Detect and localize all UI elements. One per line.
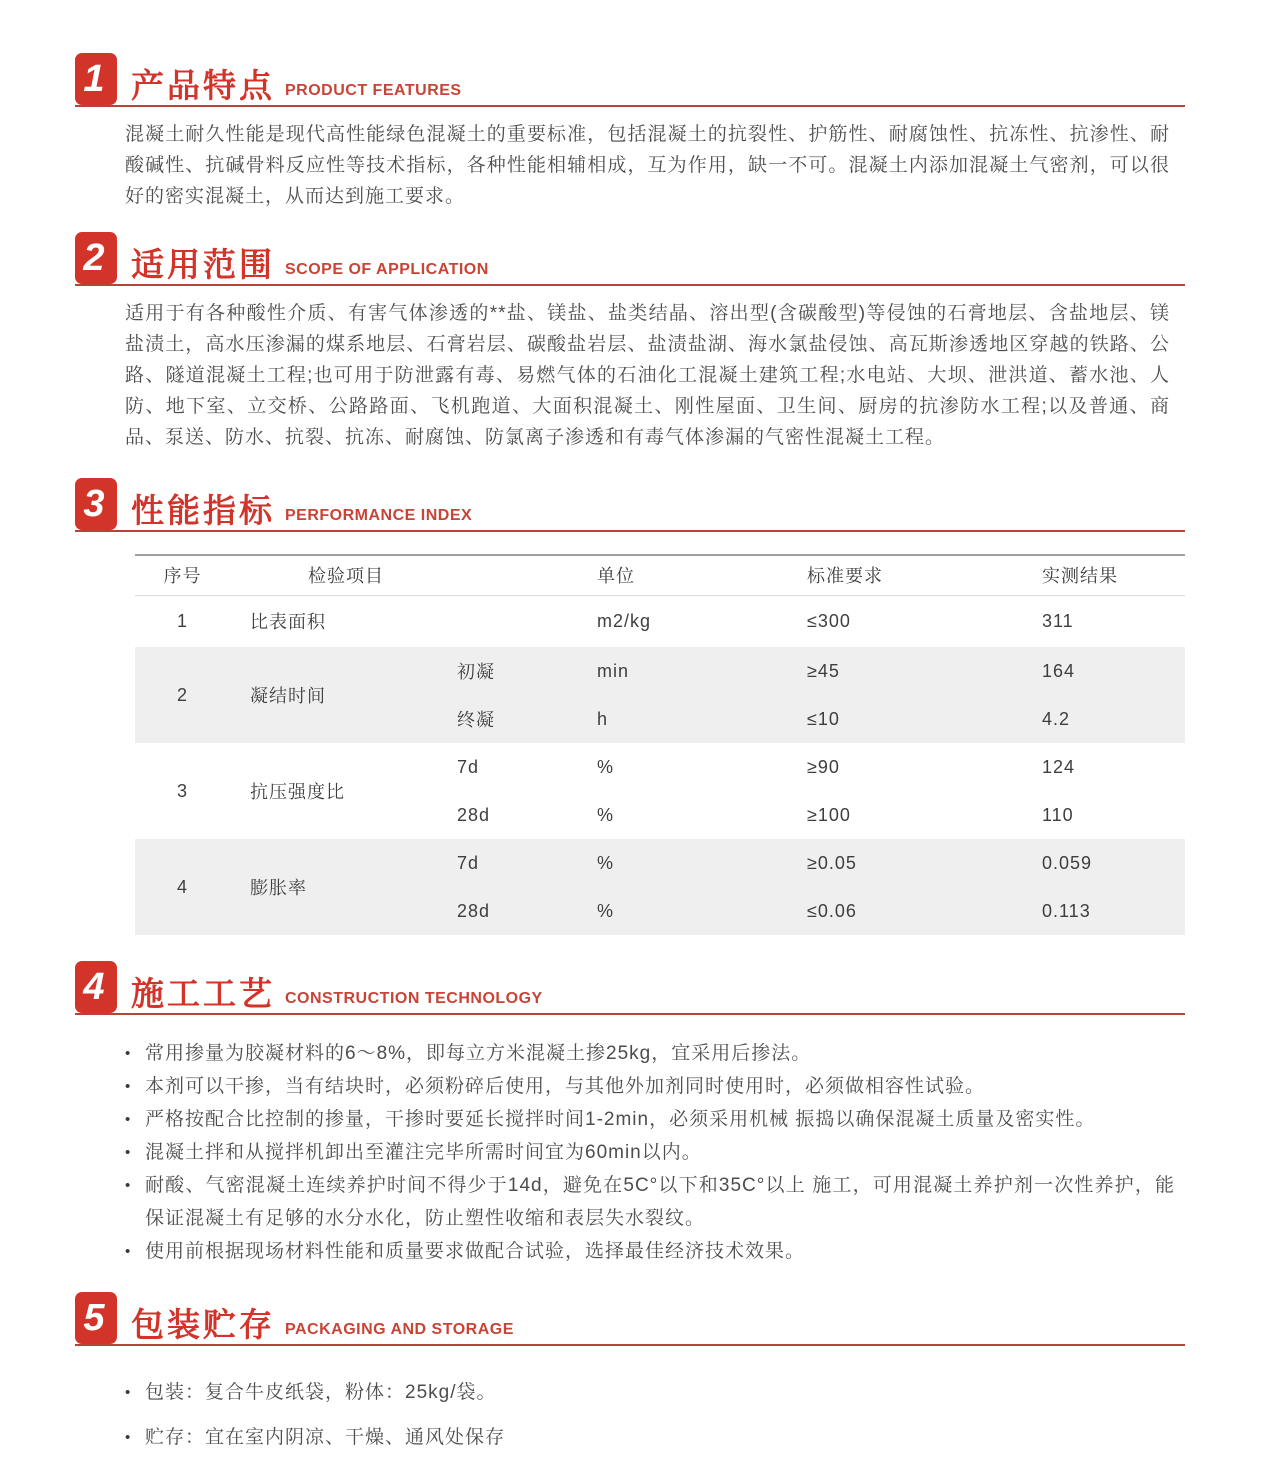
section-product-features xyxy=(75,55,1185,212)
section-1-title: 产品特点 xyxy=(131,67,275,104)
cell-result: 0.113 xyxy=(1005,887,1185,935)
bullet-icon: • xyxy=(125,1078,132,1095)
table-row xyxy=(135,595,1185,647)
cell-standard: ≤300 xyxy=(807,610,851,631)
section-1-subtitle: PRODUCT FEATURES xyxy=(285,82,462,99)
section-4-number-badge: 4 xyxy=(75,961,117,1013)
section-performance-index xyxy=(75,480,1185,935)
cell-standard: ≤10 xyxy=(770,695,1005,743)
list-item xyxy=(125,1376,1175,1409)
list-item xyxy=(125,1169,1175,1235)
section-2-paragraph: 适用于有各种酸性介质、有害气体渗透的**盐、镁盐、盐类结晶、溶出型(含碳酸型)等侵蚀的石膏地层、含盐地层、镁盐渍土，高水压渗漏的煤系地层、石膏岩层、碳酸盐岩层、盐渍盐湖、海水氯盐侵蚀、高瓦斯渗透地区穿越的铁路、公路、隧道混凝土工程;也可用于防泄露有毒、易燃气体的石油化工混凝土建筑工程;水电站、大坝、泄洪道、蓄水池、人防、地下室、立交桥、公路路面、飞机跑道、大面积混凝土、刚性屋面、卫生间、厨房的抗渗防水工程;以及普通、商品、泵送、防水、抗裂、抗冻、耐腐蚀、防氯离子渗透和有毒气体渗漏的气密性混凝土工程。 xyxy=(125,303,1170,448)
bullet-icon: • xyxy=(125,1111,132,1128)
construction-bullet-list xyxy=(125,1037,1175,1268)
bullet-text: 贮存：宜在室内阴凉、干燥、通风处保存 xyxy=(145,1427,506,1448)
section-scope-of-application xyxy=(75,234,1185,453)
cell-sub-item: 28d xyxy=(420,887,560,935)
col-header-item: 检验项目 xyxy=(230,555,560,595)
bullet-text: 常用掺量为胶凝材料的6～8%，即每立方米混凝土掺25kg，宜采用后掺法。 xyxy=(145,1043,812,1064)
section-5-number-badge: 5 xyxy=(75,1292,117,1344)
cell-unit: % xyxy=(560,839,770,887)
cell-item: 抗压强度比 xyxy=(250,782,345,802)
performance-table xyxy=(135,554,1185,935)
cell-standard: ≥100 xyxy=(807,804,851,825)
bullet-icon: • xyxy=(125,1045,132,1062)
cell-result: 164 xyxy=(1005,647,1185,695)
section-2-header xyxy=(75,234,1185,286)
bullet-text: 严格按配合比控制的掺量，干掺时要延长搅拌时间1-2min，必须采用机械 振捣以确保混凝土质量及密实性。 xyxy=(145,1109,1096,1130)
bullet-text: 使用前根据现场材料性能和质量要求做配合试验，选择最佳经济技术效果。 xyxy=(145,1241,806,1262)
section-4-header xyxy=(75,963,1185,1015)
cell-sub-item: 7d xyxy=(420,839,560,887)
col-header-no: 序号 xyxy=(135,555,230,595)
cell-item: 凝结时间 xyxy=(230,647,420,743)
section-3-header xyxy=(75,480,1185,532)
list-item xyxy=(125,1421,1175,1454)
list-item xyxy=(125,1235,1175,1268)
section-construction-technology xyxy=(75,963,1185,1268)
col-header-unit: 单位 xyxy=(560,555,770,595)
section-5-title: 包装贮存 xyxy=(131,1306,275,1343)
cell-unit: h xyxy=(560,695,770,743)
cell-standard: ≤0.06 xyxy=(770,887,1005,935)
table-row xyxy=(135,647,1185,695)
section-2-title: 适用范围 xyxy=(131,246,275,283)
bullet-icon: • xyxy=(125,1243,132,1260)
section-packaging-and-storage xyxy=(75,1294,1185,1454)
section-5-subtitle: PACKAGING AND STORAGE xyxy=(285,1321,514,1338)
cell-sub-item: 终凝 xyxy=(420,695,560,743)
cell-item: 比表面积 xyxy=(250,612,326,633)
section-3-number-badge: 3 xyxy=(75,478,117,530)
cell-no: 4 xyxy=(135,839,230,935)
list-item xyxy=(125,1037,1175,1070)
col-header-standard: 标准要求 xyxy=(770,555,1005,595)
cell-unit: % xyxy=(597,756,615,777)
bullet-icon: • xyxy=(125,1144,132,1161)
cell-no: 1 xyxy=(176,610,188,631)
packaging-bullet-list xyxy=(125,1376,1175,1454)
section-4-subtitle: CONSTRUCTION TECHNOLOGY xyxy=(285,990,543,1007)
cell-result: 4.2 xyxy=(1005,695,1185,743)
col-header-result: 实测结果 xyxy=(1005,555,1185,595)
cell-no: 3 xyxy=(176,780,188,801)
section-2-subtitle: SCOPE OF APPLICATION xyxy=(285,261,489,278)
cell-result: 110 xyxy=(1042,804,1074,825)
cell-standard: ≥0.05 xyxy=(770,839,1005,887)
section-5-header xyxy=(75,1294,1185,1346)
cell-item: 膨胀率 xyxy=(230,839,420,935)
section-3-subtitle: PERFORMANCE INDEX xyxy=(285,507,473,524)
cell-result: 311 xyxy=(1042,610,1074,631)
performance-table-wrapper xyxy=(135,554,1185,935)
cell-standard: ≥45 xyxy=(770,647,1005,695)
cell-sub-item: 28d xyxy=(457,804,491,825)
section-1-header xyxy=(75,55,1185,107)
cell-standard: ≥90 xyxy=(807,756,840,777)
bullet-text: 混凝土拌和从搅拌机卸出至灌注完毕所需时间宜为60min以内。 xyxy=(145,1142,702,1163)
cell-unit: % xyxy=(597,804,615,825)
bullet-icon: • xyxy=(125,1429,132,1446)
list-item xyxy=(125,1103,1175,1136)
cell-unit: % xyxy=(560,887,770,935)
cell-unit: min xyxy=(560,647,770,695)
list-item xyxy=(125,1136,1175,1169)
bullet-icon: • xyxy=(125,1177,132,1194)
bullet-icon: • xyxy=(125,1384,132,1401)
bullet-text: 耐酸、气密混凝土连续养护时间不得少于14d，避免在5C°以下和35C°以上 施工，可用混凝土养护剂一次性养护，能保证混凝土有足够的水分水化，防止塑性收缩和表层失水裂纹。 xyxy=(145,1175,1175,1229)
table-header-row xyxy=(135,555,1185,595)
list-item xyxy=(125,1070,1175,1103)
section-3-title: 性能指标 xyxy=(131,492,275,529)
table-row xyxy=(135,743,1185,791)
cell-sub-item: 初凝 xyxy=(420,647,560,695)
cell-unit: m2/kg xyxy=(597,610,652,631)
section-1-number-badge: 1 xyxy=(75,53,117,105)
section-4-title: 施工工艺 xyxy=(131,975,275,1012)
cell-result: 124 xyxy=(1042,756,1076,777)
section-1-paragraph: 混凝土耐久性能是现代高性能绿色混凝土的重要标准，包括混凝土的抗裂性、护筋性、耐腐蚀性、抗冻性、抗渗性、耐酸碱性、抗碱骨料反应性等技术指标，各种性能相辅相成，互为作用，缺一不可。混凝土内添加混凝土气密剂，可以很好的密实混凝土，从而达到施工要求。 xyxy=(125,124,1170,207)
cell-result: 0.059 xyxy=(1005,839,1185,887)
table-row xyxy=(135,839,1185,887)
cell-no: 2 xyxy=(135,647,230,743)
cell-sub-item: 7d xyxy=(457,756,480,777)
bullet-text: 本剂可以干掺，当有结块时，必须粉碎后使用，与其他外加剂同时使用时，必须做相容性试验。 xyxy=(145,1076,986,1097)
section-2-number-badge: 2 xyxy=(75,232,117,284)
bullet-text: 包装：复合牛皮纸袋，粉体：25kg/袋。 xyxy=(145,1382,497,1403)
